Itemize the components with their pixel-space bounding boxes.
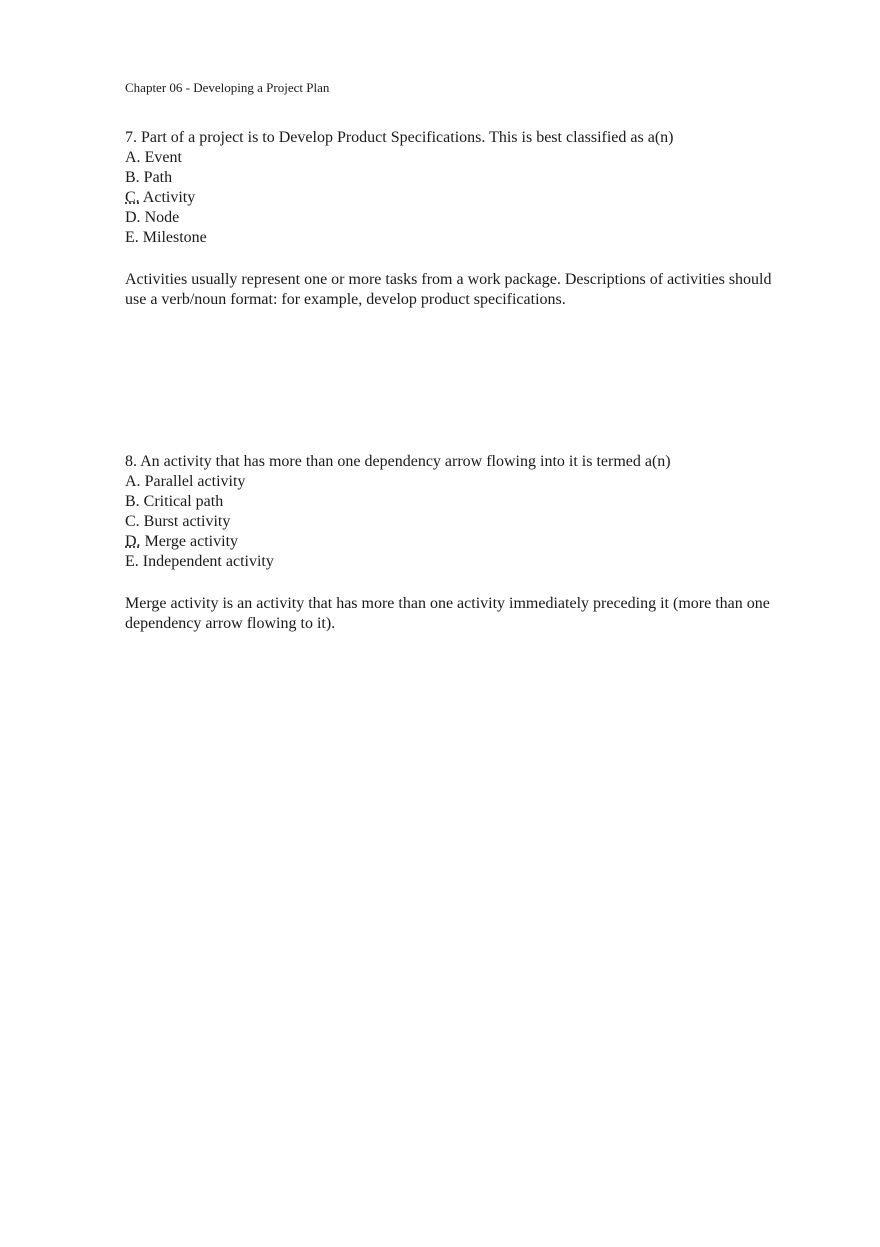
answer-explanation: Merge activity is an activity that has more than one activity immediately preceding it (more than one dependency arrow flowing to it). — [125, 595, 770, 632]
correct-option-letter: C. — [125, 189, 140, 206]
option-text: Parallel activity — [144, 473, 246, 490]
question-prompt: An activity that has more than one dependency arrow flowing into it is termed a(n) — [140, 453, 671, 470]
answer-options — [125, 148, 785, 248]
option-letter: B. — [125, 493, 140, 510]
answer-option-b — [125, 168, 785, 188]
question-number: 7. — [125, 129, 137, 146]
option-letter: E. — [125, 553, 139, 570]
answer-option-a — [125, 148, 785, 168]
option-letter: B. — [125, 169, 140, 186]
option-letter: A. — [125, 473, 141, 490]
question-number: 8. — [125, 453, 137, 470]
option-text: Event — [144, 149, 182, 166]
correct-option-letter: D. — [125, 533, 141, 550]
question-8 — [125, 452, 785, 634]
answer-option-c — [125, 188, 785, 208]
option-letter: E. — [125, 229, 139, 246]
option-text: Path — [143, 169, 173, 186]
answer-explanation: Activities usually represent one or more tasks from a work package. Descriptions of activities should use a verb/noun format: for example, develop product specifications. — [125, 271, 772, 308]
answer-option-c — [125, 512, 785, 532]
option-text: Activity — [142, 189, 196, 206]
option-text: Burst activity — [143, 513, 231, 530]
question-text — [125, 128, 785, 148]
answer-option-e — [125, 228, 785, 248]
option-text: Milestone — [142, 229, 207, 246]
question-7 — [125, 128, 785, 310]
answer-options — [125, 472, 785, 572]
chapter-header: Chapter 06 - Developing a Project Plan — [125, 80, 330, 95]
option-text: Critical path — [143, 493, 224, 510]
option-text: Merge activity — [144, 533, 239, 550]
answer-option-d — [125, 532, 785, 552]
option-letter: A. — [125, 149, 141, 166]
answer-option-a — [125, 472, 785, 492]
answer-option-b — [125, 492, 785, 512]
option-text: Node — [144, 209, 180, 226]
option-text: Independent activity — [142, 553, 274, 570]
answer-option-d — [125, 208, 785, 228]
answer-option-e — [125, 552, 785, 572]
question-prompt: Part of a project is to Develop Product Specifications. This is best classified as a(n) — [141, 129, 674, 146]
question-text — [125, 452, 785, 472]
option-letter: D. — [125, 209, 141, 226]
option-letter: C. — [125, 513, 140, 530]
